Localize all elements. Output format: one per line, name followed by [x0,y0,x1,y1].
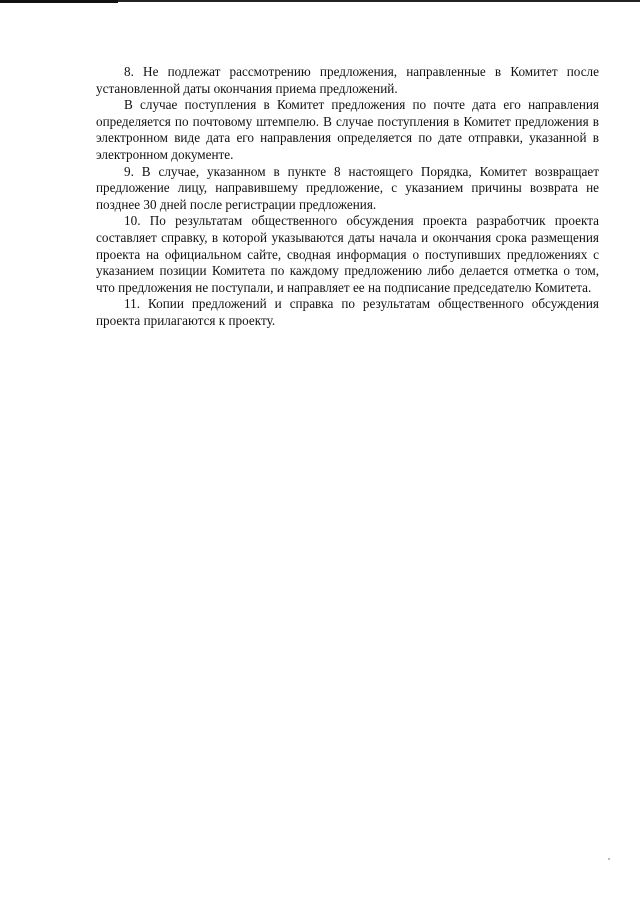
paragraph-10: 10. По результатам общественного обсуждения проекта разработчик проекта составляет справку, в которой указываются даты начала и окончания срока размещения проекта на официальном сайте, сводная информация о поступивших предложениях с указанием позиции Комитета по каждому предложению либо делается отметка о том, что предложения не поступали, и направляет ее на подписание председателю Комитета. [96,213,599,295]
scan-speck [608,858,610,860]
paragraph-8: 8. Не подлежат рассмотрению предложения, направленные в Комитет после установленной даты окончания приема предложений. [96,64,599,96]
paragraph-8-postal: В случае поступления в Комитет предложения по почте дата его направления определяется по почтовому штемпелю. В случае поступления в Комитет предложения в электронном виде дата его направления определяется по дате отправки, указанной в электронном документе. [96,97,599,162]
paragraph-11: 11. Копии предложений и справка по результатам общественного обсуждения проекта прилагаются к проекту. [96,296,599,328]
top-border-mark [0,0,118,3]
paragraph-9: 9. В случае, указанном в пункте 8 настоящего Порядка, Комитет возвращает предложение лицу, направившему предложение, с указанием причины возврата не позднее 30 дней после регистрации предложения. [96,163,599,212]
document-body [96,64,599,330]
